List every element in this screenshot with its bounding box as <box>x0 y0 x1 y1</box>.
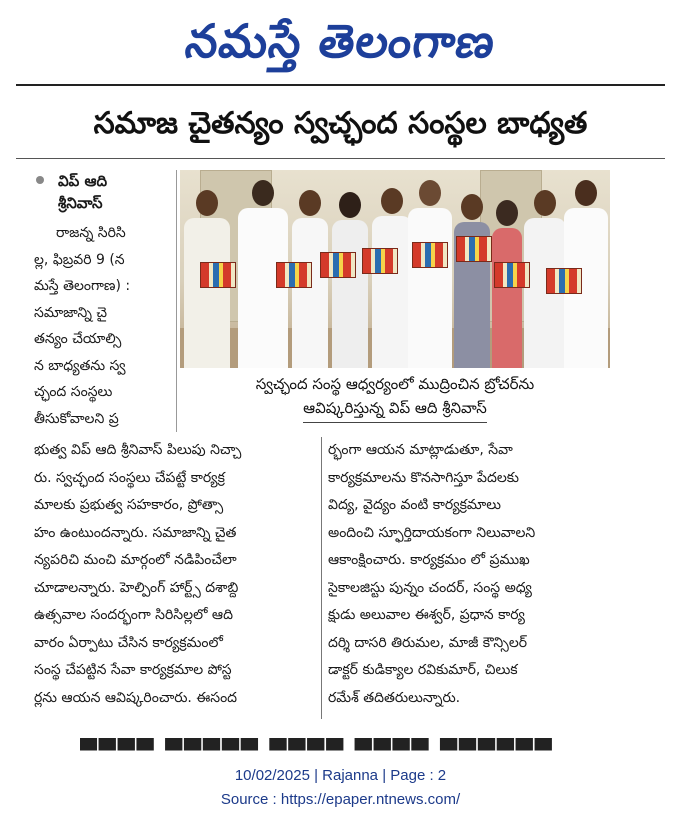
footer-source-link[interactable]: Source : https://epaper.ntnews.com/ <box>220 791 461 808</box>
headline-divider <box>16 158 665 159</box>
text-line: డాక్టర్ కుడిక్యాల రవికుమార్, చిలుక <box>328 662 518 678</box>
footer-edition-info: 10/02/2025 | Rajanna | Page : 2 <box>234 767 447 784</box>
text-line: ర్భంగా ఆయన మాట్లాడుతూ, సేవా <box>328 442 513 458</box>
text-line: చ్ఛంద సంస్థలు <box>34 384 113 400</box>
text-line: ల్ల, ఫిబ్రవరి 9 (న <box>34 251 125 268</box>
text-line: రు. స్వచ్ఛంద సంస్థలు చేపట్టే కార్యక్ర <box>34 469 225 486</box>
byline-line-1: విప్ ఆది <box>58 172 108 190</box>
text-line: ఆకాంక్షించారు. కార్యక్రమం లో ప్రముఖ <box>328 552 530 568</box>
cropped-next-headline: ▄▄▄▄ ▄▄▄▄▄ ▄▄▄▄ ▄▄▄▄ ▄▄▄▄▄▄ <box>80 738 554 751</box>
article-column-right <box>328 437 618 712</box>
text-line: మాలకు ప్రభుత్వ సహకారం, ప్రోత్సా <box>34 497 224 513</box>
column-divider <box>321 437 322 719</box>
text-line: న్యపరిచి మంచి మార్గంలో నడిపించేలా <box>34 552 237 568</box>
photo-caption <box>180 372 610 423</box>
text-line: మస్తే తెలంగాణ) : <box>34 278 131 294</box>
text-line: రమేశ్ తదితరులున్నారు. <box>328 689 461 706</box>
text-line: వారం ఏర్పాటు చేసిన కార్యక్రమంలో <box>34 634 223 651</box>
text-line: చూడాలన్నారు. హెల్పింగ్ హార్ట్స్ దశాబ్ది <box>34 579 239 596</box>
text-line: కార్యక్రమాలను కొనసాగిస్తూ పేదలకు <box>328 469 519 486</box>
caption-line-1: స్వచ్ఛంద సంస్థ ఆధ్వర్యంలో ముద్రించిన బ్రోచర్‌ను <box>255 375 535 393</box>
text-line: అందించి స్ఫూర్తిదాయకంగా నిలువాలని <box>328 524 536 541</box>
news-photo <box>180 170 610 368</box>
masthead-divider <box>16 84 665 86</box>
text-line: హం ఉంటుందన్నారు. సమాజాన్ని చైత <box>34 524 237 541</box>
caption-line-2: ఆవిష్కరిస్తున్న విప్ ఆది శ్రీనివాస్ <box>303 396 487 423</box>
byline <box>58 170 178 214</box>
article-headline: సమాజ చైతన్యం స్వచ్ఛంద సంస్థల బాధ్యత <box>93 106 588 141</box>
newspaper-logo: నమస్తే తెలంగాణ <box>182 14 499 68</box>
byline-bullet-icon <box>36 176 44 184</box>
text-line: రాజన్న సిరిసి <box>56 225 126 241</box>
text-line: సమాజాన్ని చై <box>34 304 108 321</box>
masthead <box>0 4 681 78</box>
article-column-left <box>34 437 314 712</box>
text-line: క్షుడు అలువాల ఈశ్వర్, ప్రధాన కార్య <box>328 607 525 623</box>
column-divider <box>176 170 177 432</box>
text-line: ఉత్సవాల సందర్భంగా సిరిసిల్లలో ఆది <box>34 607 233 623</box>
page-footer <box>0 764 681 812</box>
text-line: విద్య, వైద్యం వంటి కార్యక్రమాలు <box>328 497 501 513</box>
text-line: ర్లను ఆయన ఆవిష్కరించారు. ఈసంద <box>34 689 238 706</box>
text-line: భుత్వ విప్ ఆది శ్రీనివాస్ పిలుపు నిచ్చా <box>34 442 242 458</box>
text-line: న బాధ్యతను స్వ <box>34 357 126 374</box>
article-column-top <box>34 220 174 432</box>
text-line: సంస్థ చేపట్టిన సేవా కార్యక్రమాల పోస్ట <box>34 662 232 678</box>
text-line: తన్యం చేయాల్సి <box>34 331 122 347</box>
text-line: సైకాలజిస్టు పున్నం చందర్, సంస్థ అధ్య <box>328 579 532 596</box>
byline-line-2: శ్రీనివాస్ <box>58 194 103 212</box>
text-line: దర్శి దాసరి తిరుమల, మాజీ కౌన్సిలర్ <box>328 634 528 651</box>
text-line: తీసుకోవాలని ప్ర <box>34 410 119 427</box>
